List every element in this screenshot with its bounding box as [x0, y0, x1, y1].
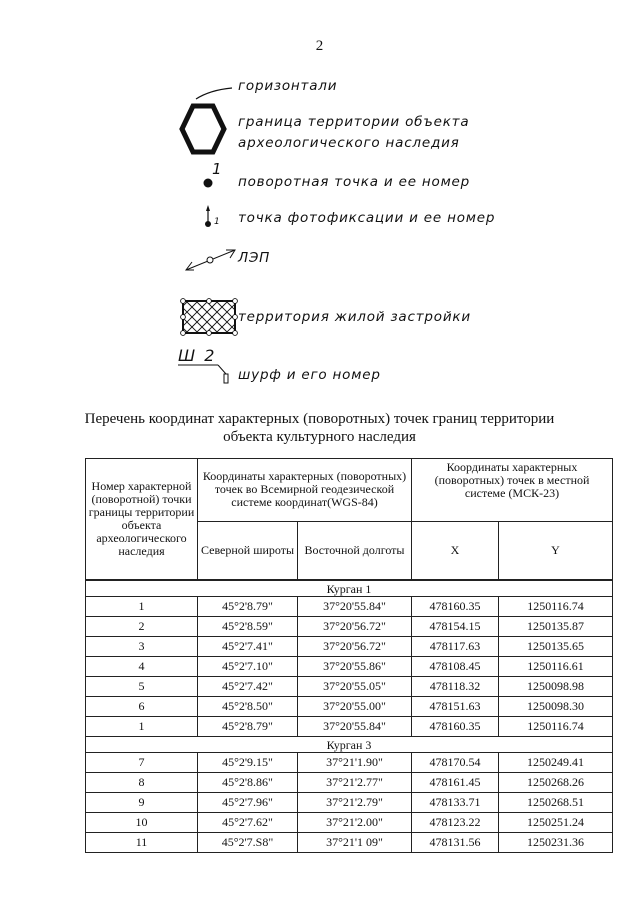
- east-longitude: 37°21'2.79": [298, 793, 412, 813]
- map-legend: [0, 0, 639, 400]
- point-number: 1: [86, 597, 198, 617]
- legend-item-residential: [0, 298, 639, 338]
- east-longitude: 37°21'1.90": [298, 753, 412, 773]
- y-coordinate: 1250251.24: [499, 813, 613, 833]
- x-coordinate: 478160.35: [412, 597, 499, 617]
- north-latitude: 45°2'8.59": [198, 617, 298, 637]
- table-row: [86, 717, 613, 737]
- table-row: [86, 657, 613, 677]
- north-latitude: 45°2'8.79": [198, 717, 298, 737]
- x-coordinate: 478170.54: [412, 753, 499, 773]
- y-coordinate: 1250268.26: [499, 773, 613, 793]
- group-name: Курган 3: [86, 737, 613, 753]
- y-coordinate: 1250249.41: [499, 753, 613, 773]
- y-coordinate: 1250231.36: [499, 833, 613, 853]
- east-longitude: 37°20'56.72": [298, 637, 412, 657]
- header-wgs84: Координаты характерных (поворотных) точек во Всемирной геодезической системе координат(WGS-84): [198, 459, 412, 522]
- legend-label: шурф и его номер: [238, 367, 381, 383]
- hexagon-boundary-icon: [170, 100, 240, 160]
- legend-label: ЛЭП: [238, 250, 271, 266]
- legend-item-photo-point: [0, 200, 639, 240]
- x-coordinate: 478118.32: [412, 677, 499, 697]
- y-coordinate: 1250116.74: [499, 717, 613, 737]
- legend-label: горизонтали: [238, 78, 338, 94]
- pit-icon: [172, 346, 242, 386]
- legend-label-line-1: граница территории объекта: [238, 114, 470, 130]
- north-latitude: 45°2'7.96": [198, 793, 298, 813]
- header-east-longitude: Восточной долготы: [298, 521, 412, 580]
- header-x: X: [412, 521, 499, 580]
- y-coordinate: 1250098.98: [499, 677, 613, 697]
- legend-label: поворотная точка и ее номер: [238, 174, 471, 190]
- photo-point-icon: [170, 200, 240, 240]
- legend-item-boundary: [0, 100, 639, 151]
- point-number: 10: [86, 813, 198, 833]
- east-longitude: 37°20'55.84": [298, 597, 412, 617]
- point-number: 3: [86, 637, 198, 657]
- east-longitude: 37°20'55.86": [298, 657, 412, 677]
- y-coordinate: 1250268.51: [499, 793, 613, 813]
- legend-item-pit: [0, 346, 639, 386]
- east-longitude: 37°21'2.77": [298, 773, 412, 793]
- east-longitude: 37°20'55.05": [298, 677, 412, 697]
- legend-item-power-line: [0, 244, 639, 284]
- point-number: 5: [86, 677, 198, 697]
- table-row: [86, 697, 613, 717]
- x-coordinate: 478123.22: [412, 813, 499, 833]
- point-number: 2: [86, 617, 198, 637]
- y-coordinate: 1250116.74: [499, 597, 613, 617]
- east-longitude: 37°21'1 09": [298, 833, 412, 853]
- header-msk23: Координаты характерных (поворотных) точек в местной системе (МСК-23): [412, 459, 613, 522]
- table-body: [86, 580, 613, 853]
- point-number: 7: [86, 753, 198, 773]
- caption-line-2: объекта культурного наследия: [223, 429, 416, 445]
- table-row: [86, 637, 613, 657]
- y-coordinate: 1250116.61: [499, 657, 613, 677]
- point-number: 9: [86, 793, 198, 813]
- page-number: 2: [315, 38, 324, 54]
- north-latitude: 45°2'7.S8": [198, 833, 298, 853]
- north-latitude: 45°2'7.10": [198, 657, 298, 677]
- north-latitude: 45°2'7.42": [198, 677, 298, 697]
- photo-point-marker: 1: [214, 217, 220, 227]
- legend-item-turning-point: [0, 160, 639, 200]
- x-coordinate: 478117.63: [412, 637, 499, 657]
- y-coordinate: 1250135.65: [499, 637, 613, 657]
- east-longitude: 37°20'55.00": [298, 697, 412, 717]
- y-coordinate: 1250098.30: [499, 697, 613, 717]
- east-longitude: 37°21'2.00": [298, 813, 412, 833]
- north-latitude: 45°2'8.50": [198, 697, 298, 717]
- turning-point-marker: 1: [212, 160, 222, 178]
- x-coordinate: 478108.45: [412, 657, 499, 677]
- table-row: [86, 753, 613, 773]
- turning-point-icon: [170, 160, 240, 200]
- table-row: [86, 793, 613, 813]
- point-number: 1: [86, 717, 198, 737]
- residential-area-icon: [176, 298, 242, 338]
- x-coordinate: 478160.35: [412, 717, 499, 737]
- x-coordinate: 478131.56: [412, 833, 499, 853]
- pit-marker: Ш 2: [178, 346, 217, 365]
- north-latitude: 45°2'7.62": [198, 813, 298, 833]
- legend-label-line-2: археологического наследия: [238, 135, 460, 151]
- coordinates-table: [85, 458, 613, 853]
- table-row: [86, 833, 613, 853]
- north-latitude: 45°2'8.79": [198, 597, 298, 617]
- table-caption: [0, 410, 639, 446]
- group-row: [86, 580, 613, 597]
- x-coordinate: 478151.63: [412, 697, 499, 717]
- east-longitude: 37°20'55.84": [298, 717, 412, 737]
- point-number: 4: [86, 657, 198, 677]
- x-coordinate: 478154.15: [412, 617, 499, 637]
- table-row: [86, 617, 613, 637]
- north-latitude: 45°2'9.15": [198, 753, 298, 773]
- group-row: [86, 737, 613, 753]
- north-latitude: 45°2'7.41": [198, 637, 298, 657]
- header-row-1: [86, 459, 613, 522]
- group-name: Курган 1: [86, 580, 613, 597]
- header-y: Y: [499, 521, 613, 580]
- point-number: 8: [86, 773, 198, 793]
- legend-label: территория жилой застройки: [238, 309, 471, 325]
- legend-label: точка фотофиксации и ее номер: [238, 210, 496, 226]
- east-longitude: 37°20'56.72": [298, 617, 412, 637]
- north-latitude: 45°2'8.86": [198, 773, 298, 793]
- table-row: [86, 597, 613, 617]
- table-row: [86, 813, 613, 833]
- table-row: [86, 773, 613, 793]
- caption-line-1: Перечень координат характерных (поворотных) точек границ территории: [84, 411, 555, 427]
- header-point-number: Номер характерной (поворотной) точки границы территории объекта археологического наследия: [86, 459, 198, 581]
- x-coordinate: 478161.45: [412, 773, 499, 793]
- header-north-latitude: Северной широты: [198, 521, 298, 580]
- point-number: 6: [86, 697, 198, 717]
- table-row: [86, 677, 613, 697]
- y-coordinate: 1250135.87: [499, 617, 613, 637]
- point-number: 11: [86, 833, 198, 853]
- x-coordinate: 478133.71: [412, 793, 499, 813]
